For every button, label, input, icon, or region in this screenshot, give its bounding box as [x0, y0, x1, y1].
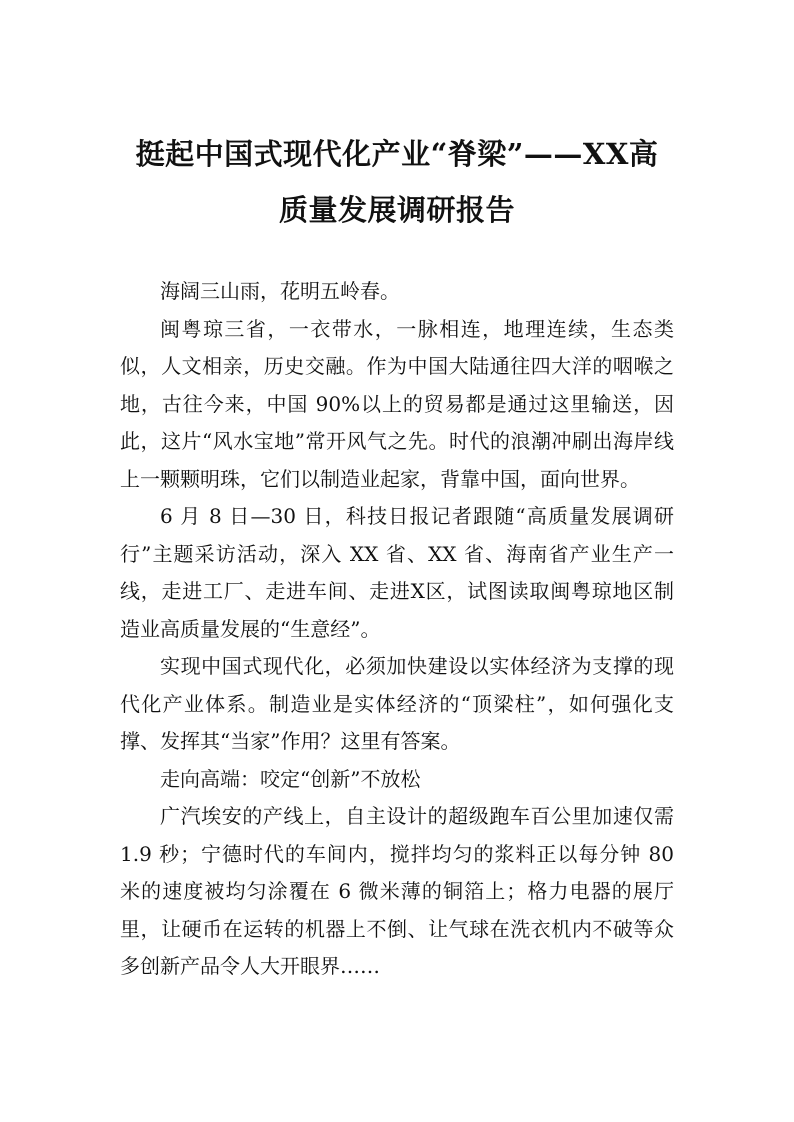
- paragraph-modern-industry: 实现中国式现代化，必须加快建设以实体经济为支撑的现代化产业体系。制造业是实体经济的“顶梁柱”，如何强化支撑、发挥其“当家”作用？这里有答案。: [120, 654, 674, 753]
- paragraph-innovation-examples: 广汽埃安的产线上，自主设计的超级跑车百公里加速仅需 1.9 秒；宁德时代的车间内，搅拌均匀的浆料正以每分钟 80 米的速度被均匀涂覆在 6 微米薄的铜箔上；格力电器的展厅里，让硬币在运转的机器上不倒、让气球在洗衣机内不破等众多创新产品令人大开眼界……: [120, 804, 674, 978]
- paragraph-region-intro: 闽粤琼三省，一衣带水，一脉相连，地理连续，生态类似，人文相亲，历史交融。作为中国大陆通往四大洋的咽喉之地，古往今来，中国 90%以上的贸易都是通过这里输送，因此，这片“风水宝地”常开风气之先。时代的浪潮冲刷出海岸线上一颗颗明珠，它们以制造业起家，背靠中国，面向世界。: [120, 316, 674, 491]
- title-line-2: 质量发展调研报告: [278, 193, 515, 227]
- document-title: [100, 126, 694, 238]
- section-heading-innovation: 走向高端：咬定“创新”不放松: [160, 766, 421, 791]
- document-body: [120, 273, 674, 986]
- paragraph-reporting-trip: 6 月 8 日—30 日，科技日报记者跟随“高质量发展调研行”主题采访活动，深入 XX 省、XX 省、海南省产业生产一线，走进工厂、走进车间、走进X区，试图读取闽粤琼地区制造业高质量发展的“生意经”。: [120, 504, 674, 641]
- title-line-1: 挺起中国式现代化产业“脊梁”——XX高: [135, 137, 659, 171]
- paragraph-opening: 海阔三山雨，花明五岭春。: [160, 279, 400, 303]
